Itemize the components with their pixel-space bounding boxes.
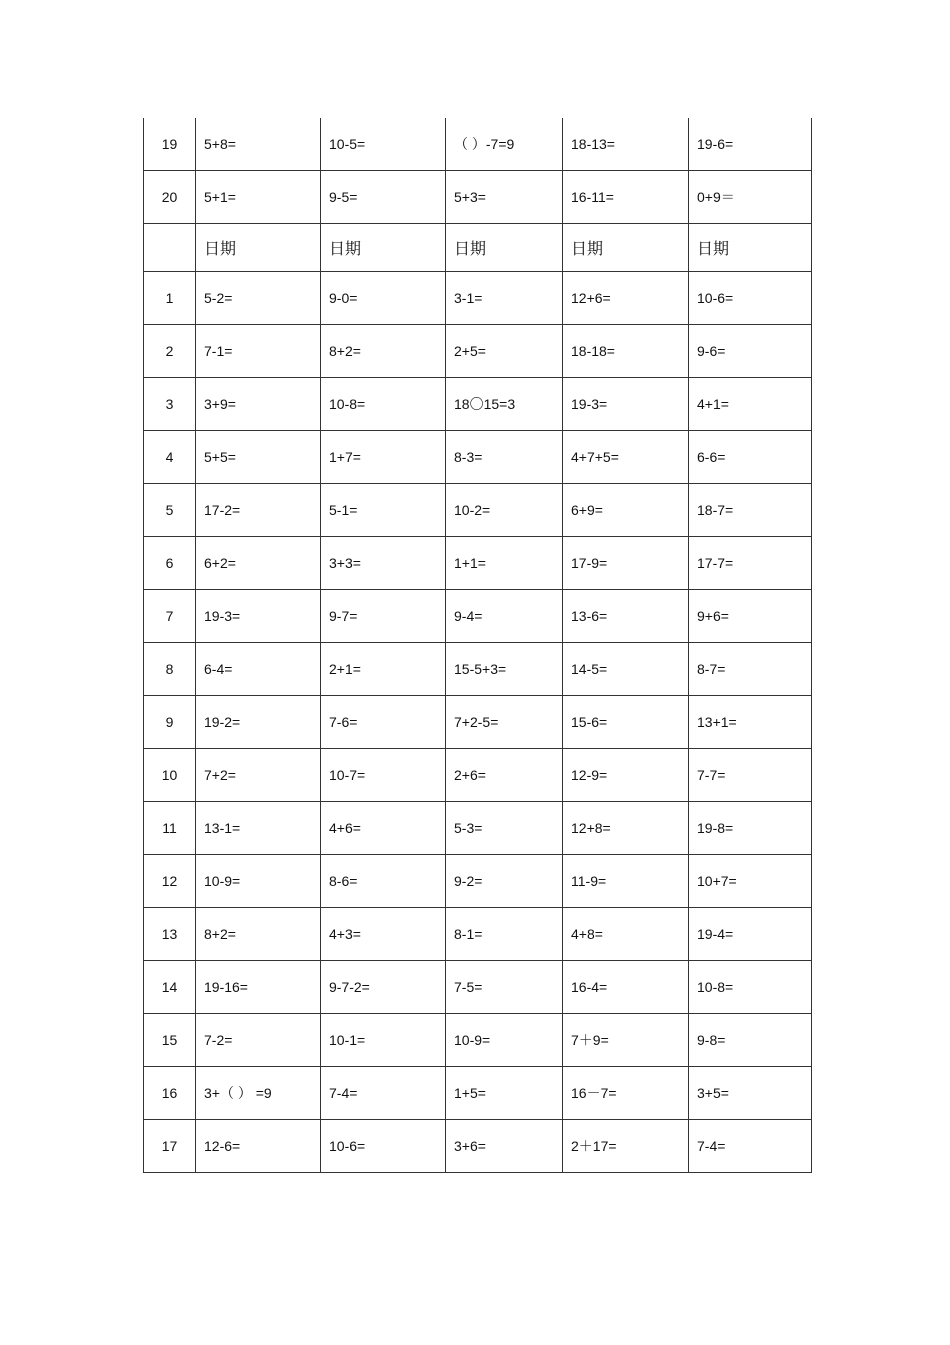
date-label-cell: 日期 [196, 224, 321, 272]
date-label-cell: 日期 [563, 224, 689, 272]
worksheet-body [144, 118, 812, 1173]
problem-cell: 7-5= [446, 961, 563, 1014]
problem-row [144, 272, 812, 325]
problem-cell: 3+9= [196, 378, 321, 431]
problem-cell: 5-1= [321, 484, 446, 537]
problem-cell: 9-4= [446, 590, 563, 643]
problem-cell: 19-8= [689, 802, 812, 855]
problem-cell: 8-7= [689, 643, 812, 696]
problem-cell: 9-7-2= [321, 961, 446, 1014]
problem-cell: 9-7= [321, 590, 446, 643]
problem-cell: 0+9＝ [689, 171, 812, 224]
problem-row [144, 1067, 812, 1120]
problem-cell: 3+6= [446, 1120, 563, 1173]
problem-row [144, 171, 812, 224]
problem-cell: 9-6= [689, 325, 812, 378]
problem-cell: 10-5= [321, 118, 446, 171]
problem-cell: 3+（ ） =9 [196, 1067, 321, 1120]
problem-cell: 13-1= [196, 802, 321, 855]
row-number: 2 [144, 325, 196, 378]
problem-cell: 8+2= [196, 908, 321, 961]
problem-cell: 5+1= [196, 171, 321, 224]
problem-row [144, 431, 812, 484]
problem-cell: 12+8= [563, 802, 689, 855]
problem-cell: 10-8= [321, 378, 446, 431]
problem-cell: 19-2= [196, 696, 321, 749]
problem-cell: 11-9= [563, 855, 689, 908]
problem-cell: 10-1= [321, 1014, 446, 1067]
problem-cell: 4+8= [563, 908, 689, 961]
problem-cell: 6-6= [689, 431, 812, 484]
problem-cell: 18-13= [563, 118, 689, 171]
problem-cell: 19-3= [563, 378, 689, 431]
problem-cell: 13+1= [689, 696, 812, 749]
problem-cell: 1+7= [321, 431, 446, 484]
problem-cell: 13-6= [563, 590, 689, 643]
problem-cell: 10-2= [446, 484, 563, 537]
row-number: 15 [144, 1014, 196, 1067]
problem-cell: 4+3= [321, 908, 446, 961]
problem-cell: 19-6= [689, 118, 812, 171]
row-number: 1 [144, 272, 196, 325]
problem-cell: 18-18= [563, 325, 689, 378]
problem-row [144, 1120, 812, 1173]
problem-cell: 15-5+3= [446, 643, 563, 696]
row-number: 11 [144, 802, 196, 855]
problem-cell: 18-7= [689, 484, 812, 537]
date-label-cell: 日期 [446, 224, 563, 272]
problem-cell: 8-1= [446, 908, 563, 961]
problem-cell: 6-4= [196, 643, 321, 696]
problem-cell: 4+1= [689, 378, 812, 431]
problem-cell: 8-6= [321, 855, 446, 908]
problem-cell: 9-0= [321, 272, 446, 325]
row-number: 20 [144, 171, 196, 224]
problem-cell: 12+6= [563, 272, 689, 325]
problem-row [144, 643, 812, 696]
problem-cell: 7＋9= [563, 1014, 689, 1067]
arithmetic-worksheet-table [143, 118, 812, 1173]
row-number: 7 [144, 590, 196, 643]
problem-row [144, 378, 812, 431]
problem-cell: 8+2= [321, 325, 446, 378]
problem-row [144, 696, 812, 749]
problem-cell: 19-3= [196, 590, 321, 643]
problem-cell: 2+1= [321, 643, 446, 696]
row-number: 3 [144, 378, 196, 431]
problem-row [144, 118, 812, 171]
problem-cell: 18〇15=3 [446, 378, 563, 431]
problem-row [144, 537, 812, 590]
problem-cell: 14-5= [563, 643, 689, 696]
problem-cell: 4+6= [321, 802, 446, 855]
problem-cell: 5-2= [196, 272, 321, 325]
problem-row [144, 1014, 812, 1067]
problem-cell: 1+5= [446, 1067, 563, 1120]
problem-cell: 3-1= [446, 272, 563, 325]
row-number: 16 [144, 1067, 196, 1120]
problem-cell: 10-6= [689, 272, 812, 325]
row-number: 12 [144, 855, 196, 908]
problem-row [144, 590, 812, 643]
problem-cell: 6+9= [563, 484, 689, 537]
problem-cell: （ ）-7=9 [446, 118, 563, 171]
problem-cell: 10-7= [321, 749, 446, 802]
problem-cell: 5-3= [446, 802, 563, 855]
row-number: 14 [144, 961, 196, 1014]
row-number: 4 [144, 431, 196, 484]
problem-cell: 12-9= [563, 749, 689, 802]
problem-cell: 10-6= [321, 1120, 446, 1173]
problem-cell: 10+7= [689, 855, 812, 908]
problem-cell: 2+6= [446, 749, 563, 802]
problem-cell: 7-4= [689, 1120, 812, 1173]
problem-cell: 16－7= [563, 1067, 689, 1120]
problem-cell: 19-16= [196, 961, 321, 1014]
problem-cell: 6+2= [196, 537, 321, 590]
row-number: 17 [144, 1120, 196, 1173]
problem-cell: 5+3= [446, 171, 563, 224]
problem-row [144, 325, 812, 378]
problem-cell: 5+8= [196, 118, 321, 171]
problem-cell: 7-2= [196, 1014, 321, 1067]
problem-cell: 9+6= [689, 590, 812, 643]
row-number: 13 [144, 908, 196, 961]
problem-cell: 1+1= [446, 537, 563, 590]
problem-cell: 2＋17= [563, 1120, 689, 1173]
date-header-row [144, 224, 812, 272]
problem-cell: 17-2= [196, 484, 321, 537]
row-number: 5 [144, 484, 196, 537]
row-number [144, 224, 196, 272]
problem-cell: 10-9= [446, 1014, 563, 1067]
problem-row [144, 855, 812, 908]
problem-cell: 7+2= [196, 749, 321, 802]
problem-cell: 9-5= [321, 171, 446, 224]
problem-row [144, 802, 812, 855]
problem-cell: 17-9= [563, 537, 689, 590]
problem-cell: 9-2= [446, 855, 563, 908]
problem-cell: 17-7= [689, 537, 812, 590]
problem-cell: 10-9= [196, 855, 321, 908]
problem-cell: 7-6= [321, 696, 446, 749]
problem-cell: 12-6= [196, 1120, 321, 1173]
row-number: 19 [144, 118, 196, 171]
problem-row [144, 484, 812, 537]
problem-cell: 5+5= [196, 431, 321, 484]
problem-cell: 9-8= [689, 1014, 812, 1067]
problem-row [144, 908, 812, 961]
problem-cell: 7-4= [321, 1067, 446, 1120]
problem-row [144, 749, 812, 802]
problem-row [144, 961, 812, 1014]
problem-cell: 16-11= [563, 171, 689, 224]
problem-cell: 2+5= [446, 325, 563, 378]
date-label-cell: 日期 [689, 224, 812, 272]
problem-cell: 8-3= [446, 431, 563, 484]
row-number: 9 [144, 696, 196, 749]
problem-cell: 7+2-5= [446, 696, 563, 749]
date-label-cell: 日期 [321, 224, 446, 272]
problem-cell: 3+3= [321, 537, 446, 590]
row-number: 6 [144, 537, 196, 590]
problem-cell: 15-6= [563, 696, 689, 749]
problem-cell: 10-8= [689, 961, 812, 1014]
row-number: 8 [144, 643, 196, 696]
problem-cell: 19-4= [689, 908, 812, 961]
problem-cell: 7-7= [689, 749, 812, 802]
problem-cell: 3+5= [689, 1067, 812, 1120]
problem-cell: 16-4= [563, 961, 689, 1014]
problem-cell: 4+7+5= [563, 431, 689, 484]
row-number: 10 [144, 749, 196, 802]
problem-cell: 7-1= [196, 325, 321, 378]
